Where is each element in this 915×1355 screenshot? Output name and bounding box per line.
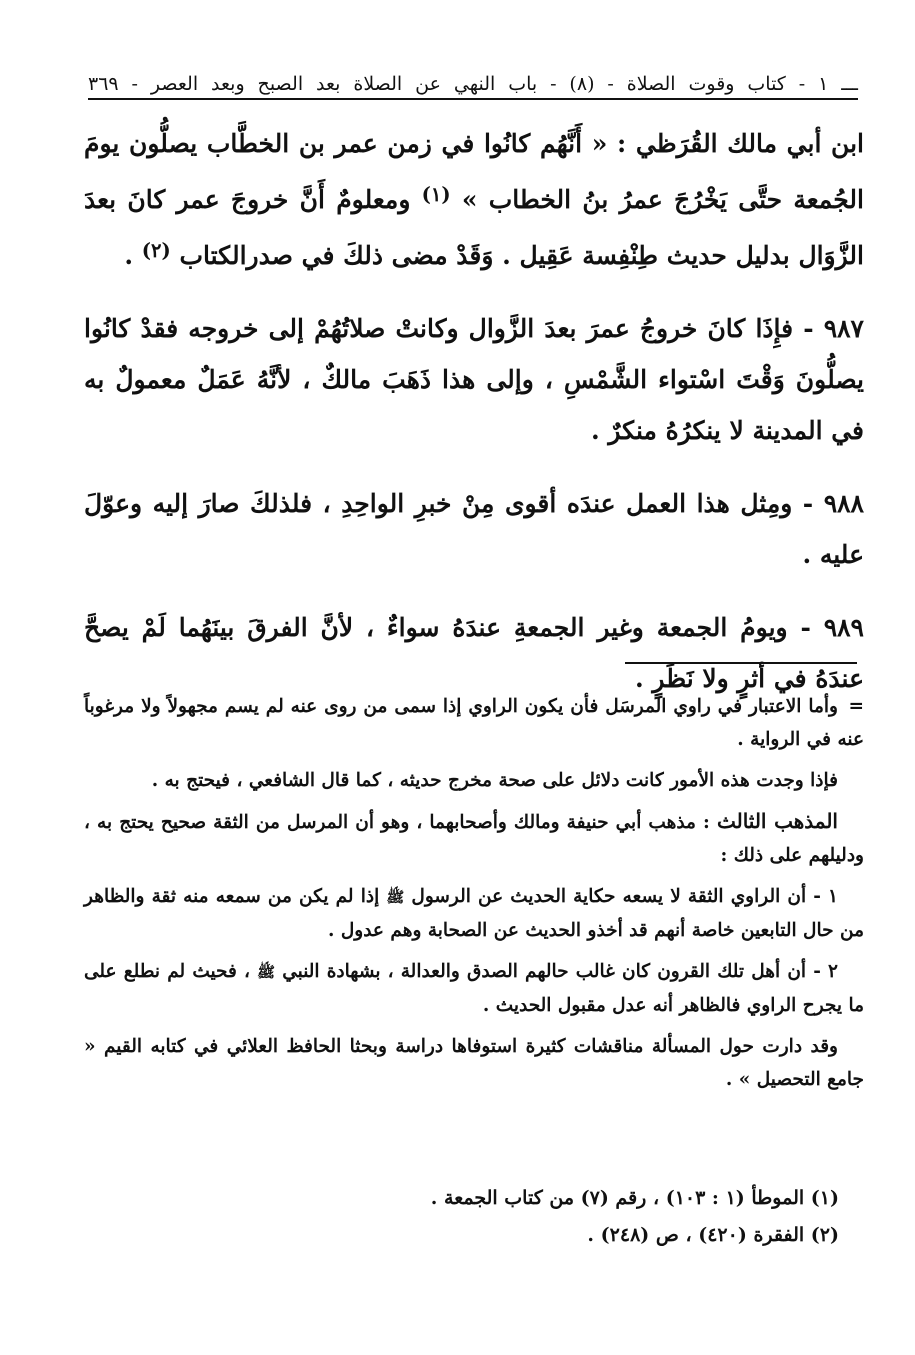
footnote-ref-2[interactable]: (٢): [141, 238, 171, 262]
note-text-4a: ١ - أن الراوي الثقة لا يسعه حكاية الحديث عن الرسول: [411, 886, 838, 907]
footnote-1: (١) الموطأ (١ : ١٠٣) ، رقم (٧) من كتاب الجمعة .: [430, 1187, 839, 1209]
intro-text-a: ابن أبي مالك القُرَظي : « أَنَّهُم كانُوا في زمن عمر بن الخطَّاب يصلُّون يومَ الجُمعة حتَّى يَخْرُجَ عمرُ بنُ الخطاب »: [84, 129, 864, 214]
salutation-symbol: ﷺ: [386, 889, 405, 906]
main-text: [84, 118, 864, 704]
note-text-5b: ، فحيث لم نطلع على ما يجرح الراوي فالظاهر أنه عدل مقبول الحديث .: [84, 961, 864, 1016]
note-paragraph-5: [84, 955, 864, 1022]
note-text-4b: إذا لم يكن من سمعه منه ثقة والظاهر من حال التابعين خاصة أنهم قد أخذو الحديث عن الصحابة وهم عدول .: [84, 886, 864, 941]
note-text-5a: ٢ - أن أهل تلك القرون كان غالب حالهم الصدق والعدالة ، بشهادة النبي: [282, 961, 838, 982]
paragraph-988: ٩٨٨ - ومِثل هذا العمل عندَه أقوى مِنْ خبرِ الواحِدِ ، فلذلكَ صارَ إليه وعوّلَ عليه .: [84, 488, 864, 569]
footnote-divider: [625, 662, 857, 664]
note-paragraph-6: وقد دارت حول المسألة مناقشات كثيرة استوفاها دراسة وبحثا الحافظ العلائي في كتابه القيم « جامع التحصيل » .: [84, 1036, 864, 1090]
note-text-3: : مذهب أبي حنيفة ومالك وأصحابهما ، وهو أن المرسل من الثقة صحيح يحتج به ، ودليلهم على ذلك :: [84, 812, 864, 866]
footnotes: [84, 1180, 839, 1254]
intro-text-c: .: [124, 240, 134, 270]
footnote-ref-1[interactable]: (١): [421, 183, 451, 206]
continued-notes: [84, 690, 864, 1104]
note-continuation: [84, 690, 864, 756]
header-text: ـــ ١ - كتاب وقوت الصلاة - (٨) - باب النهي عن الصلاة بعد الصبح وبعد العصر - ٣٦٩: [88, 73, 858, 95]
paragraph-989: ٩٨٩ - ويومُ الجمعة وغير الجمعةِ عندَهُ سواءٌ ، لأنَّ الفرقَ بينَهُما لَمْ يصحَّ عندَهُ في أثرٍ ولا نَظَرٍ .: [84, 612, 864, 693]
note-text-1: وأما الاعتبار في راوي المرسَل فأن يكون الراوي إذا سمى من روى عنه لم يسم مجهولاً ولا مرغوباً عنه في الرواية .: [84, 696, 864, 750]
running-header: [88, 70, 858, 100]
note-paragraph-4: [84, 880, 864, 947]
continuation-mark: =: [848, 696, 864, 717]
paragraph-987: ٩٨٧ - فإِذَا كانَ خروجُ عمرَ بعدَ الزَّوال وكانتْ صلاتُهُمْ إلى خروجه فقدْ كانُوا يصلُّونَ وَقْتَ اسْتواء الشَّمْسِ ، وإلى هذا ذَهَبَ مالكٌ ، لأنَّهُ عَمَلٌ معمولٌ به في المدينة لا ينكرُهُ منكرٌ .: [84, 313, 864, 445]
intro-text-b: ومعلومٌ أَنَّ خروجَ عمر كانَ بعدَ الزَّوَال بدليل حديث طِنْفِسة عَقِيل . وَقَدْ مضى ذلكَ في صدرالكتاب: [84, 184, 864, 270]
note-paragraph-3: [84, 805, 864, 872]
salutation-symbol: ﷺ: [257, 964, 276, 981]
paragraph-intro: [84, 118, 864, 281]
footnote-2: (٢) الفقرة (٤٢٠) ، ص (٢٤٨) .: [587, 1224, 839, 1246]
note-heading: المذهب الثالث: [716, 809, 838, 833]
note-paragraph-2: فإذا وجدت هذه الأمور كانت دلائل على صحة مخرج حديثه ، كما قال الشافعي ، فيحتج به .: [151, 770, 838, 791]
